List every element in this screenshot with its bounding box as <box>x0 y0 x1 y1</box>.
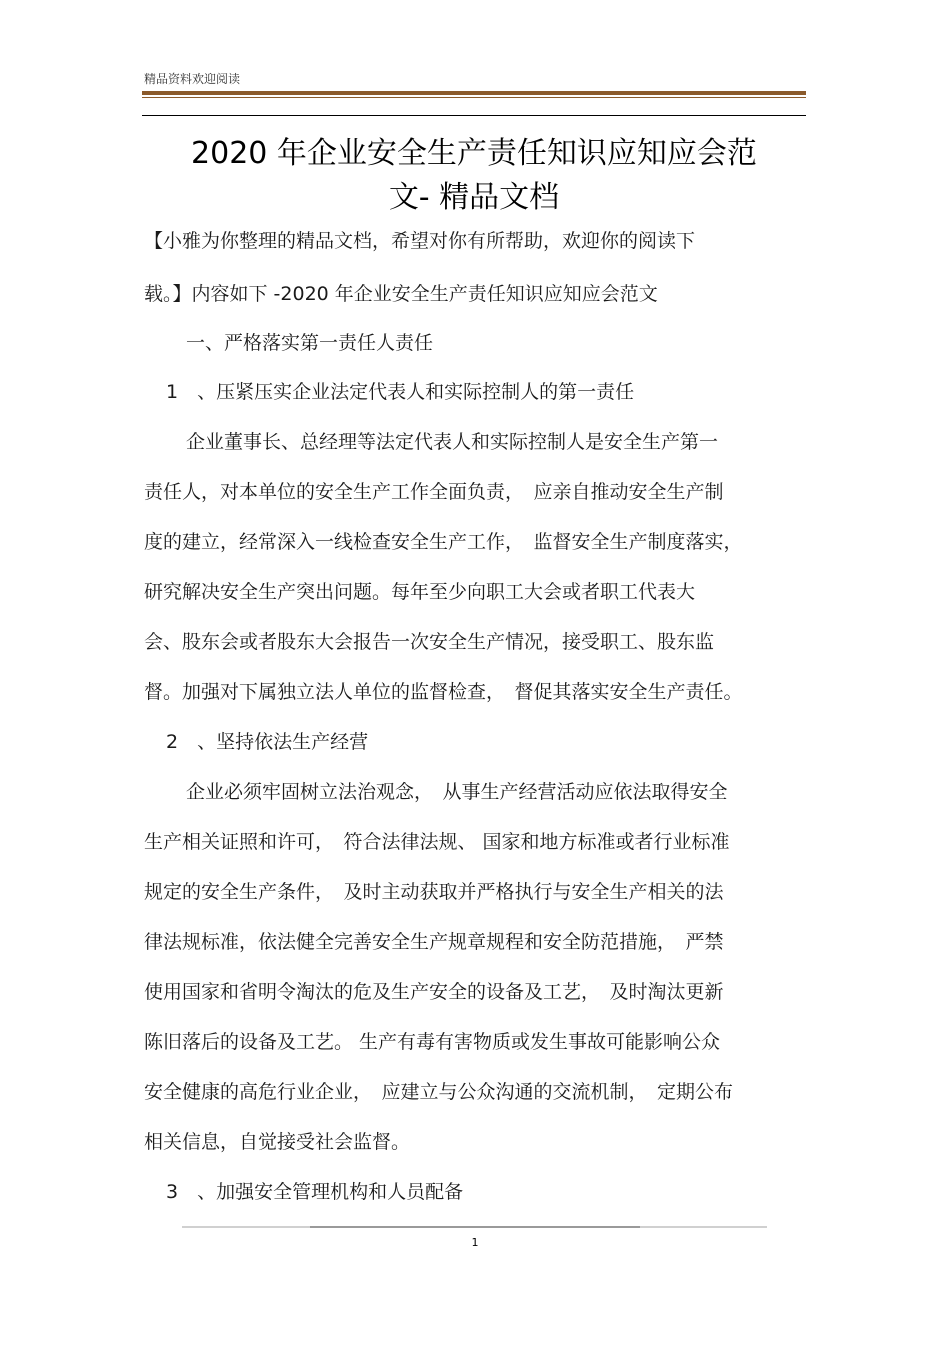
body-line: 规定的安全生产条件， 及时主动获取并严格执行与安全生产相关的法 <box>144 881 724 903</box>
body-line: 安全健康的高危行业企业， 应建立与公众沟通的交流机制， 定期公布 <box>144 1081 734 1103</box>
header-rule-separator <box>142 115 806 116</box>
subsection-heading: 3 、加强安全管理机构和人员配备 <box>166 1181 464 1203</box>
body-line: 【小雅为你整理的精品文档，希望对你有所帮助，欢迎你的阅读下 <box>144 230 696 252</box>
body-line: 使用国家和省明令淘汰的危及生产安全的设备及工艺， 及时淘汰更新 <box>144 981 724 1003</box>
header-rule-thin <box>142 97 806 98</box>
body-line: 律法规标准，依法健全完善安全生产规章规程和安全防范措施， 严禁 <box>144 931 724 953</box>
body-line: 生产相关证照和许可， 符合法律法规、 国家和地方标准或者行业标准 <box>144 831 730 853</box>
footer-rule-center <box>310 1226 640 1228</box>
body-line: 企业必须牢固树立法治观念， 从事生产经营活动应依法取得安全 <box>186 781 728 803</box>
body-line: 企业董事长、总经理等法定代表人和实际控制人是安全生产第一 <box>186 431 719 453</box>
body-line: 陈旧落后的设备及工艺。 生产有毒有害物质或发生事故可能影响公众 <box>144 1031 721 1053</box>
body-line: 会、股东会或者股东大会报告一次安全生产情况，接受职工、股东监 <box>144 631 715 653</box>
body-line: 督。加强对下属独立法人单位的监督检查， 督促其落实安全生产责任。 <box>144 681 743 703</box>
header-rule-thick <box>142 91 806 95</box>
body-line: 研究解决安全生产突出问题。每年至少向职工大会或者职工代表大 <box>144 581 696 603</box>
title-line-2: 文- 精品文档 <box>388 180 560 215</box>
section-heading: 一、严格落实第一责任人责任 <box>186 332 434 354</box>
page-number: 1 <box>471 1236 479 1249</box>
body-line: 度的建立，经常深入一线检查安全生产工作， 监督安全生产制度落实， <box>144 531 743 553</box>
page-header-text: 精品资料欢迎阅读 <box>144 72 241 86</box>
body-line: 载。】内容如下 -2020 年企业安全生产责任知识应知应会范文 <box>144 283 658 305</box>
subsection-heading: 1 、压紧压实企业法定代表人和实际控制人的第一责任 <box>166 381 635 403</box>
body-line: 责任人，对本单位的安全生产工作全面负责， 应亲自推动安全生产制 <box>144 481 724 503</box>
body-line: 相关信息，自觉接受社会监督。 <box>144 1131 411 1153</box>
title-line-1: 2020 年企业安全生产责任知识应知应会范 <box>191 136 757 171</box>
document-title <box>142 132 806 220</box>
subsection-heading: 2 、坚持依法生产经营 <box>166 731 369 753</box>
